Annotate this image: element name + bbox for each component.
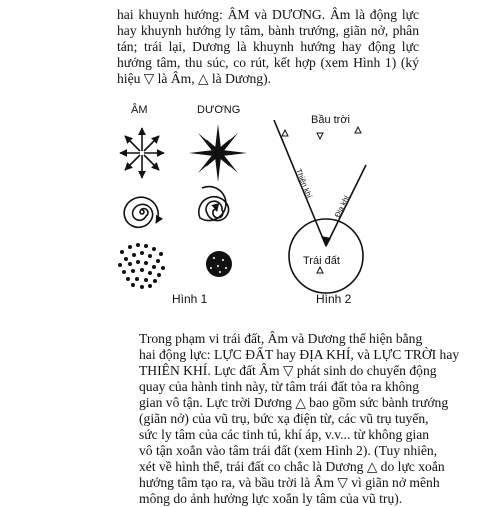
yang-triangle-icon xyxy=(355,127,361,133)
text-line: tán; trái lại, Dương là khuynh hướng hay động lực xyxy=(117,39,419,54)
figure-1-caption: Hình 1 xyxy=(172,292,208,306)
scattered-dots-icon xyxy=(118,243,165,289)
text-line: vô tận xoắn vào tâm trái đất (xem Hình 2). (Tuy nhiên, xyxy=(139,443,438,458)
text-line: quay của hành tinh này, từ tâm trái đất tỏa ra không xyxy=(139,379,419,394)
yin-triangle-icon xyxy=(317,133,323,139)
text-line: hiệu ▽ là Âm, △ là Dương). xyxy=(117,71,272,86)
yang-triangle-icon xyxy=(282,130,288,136)
text-line: mông do ảnh hưởng lực xoắn ly tâm của vũ trụ). xyxy=(139,491,403,506)
body-paragraph xyxy=(117,331,460,507)
earth-label: Trái đất xyxy=(303,255,340,267)
text-line: THIÊN KHÍ. Lực đất Âm ▽ phát sinh do chuyển động xyxy=(139,363,437,378)
outward-arrows-icon xyxy=(120,128,164,178)
text-line: xét về hình thể, trái đất co chắc là Dương △ do lực xoắn xyxy=(139,459,445,474)
figure-2-caption: Hình 2 xyxy=(316,292,352,306)
dense-cluster-icon xyxy=(206,251,232,277)
outward-spiral-icon xyxy=(124,197,158,227)
duong-label: DƯƠNG xyxy=(197,104,241,116)
text-line: (giãn nở) của vũ trụ, bức xạ điện từ, các vũ trụ tuyến, xyxy=(139,411,429,426)
yang-triangle-icon xyxy=(317,267,323,273)
inward-spiral-icon xyxy=(199,187,229,221)
text-line: hay khuynh hướng ly tâm, bành trướng, giãn nở, phân xyxy=(117,23,419,38)
starburst-icon xyxy=(189,124,247,182)
dia-khi-label: Địa khí xyxy=(332,193,352,219)
text-line: hướng tâm tạo ra, và bầu trời là Âm ▽ vì giãn nở mênh xyxy=(139,475,440,490)
sky-label: Bầu trời xyxy=(311,114,351,126)
text-line: hai động lực: LỰC ĐẤT hay ĐỊA KHÍ, và LỰC TRỜI hay xyxy=(139,347,460,362)
text-line: hướng tâm, thu súc, co rút, kết hợp (xem Hình 1) (ký xyxy=(117,55,419,70)
text-line: hai khuynh hướng: ÂM và DƯƠNG. Âm là động lực xyxy=(117,7,419,22)
text-line: sức ly tâm của các tinh tú, khí áp, v.v... từ không gian xyxy=(139,427,430,442)
text-line: Trong phạm vi trái đất, Âm và Dương thể hiện bằng xyxy=(139,331,423,346)
text-line: gian vô tận. Lực trời Dương △ bao gồm sức bành trướng xyxy=(139,395,449,410)
thien-khi-label: Thiên khí xyxy=(294,167,315,200)
am-label: ÂM xyxy=(131,104,148,116)
